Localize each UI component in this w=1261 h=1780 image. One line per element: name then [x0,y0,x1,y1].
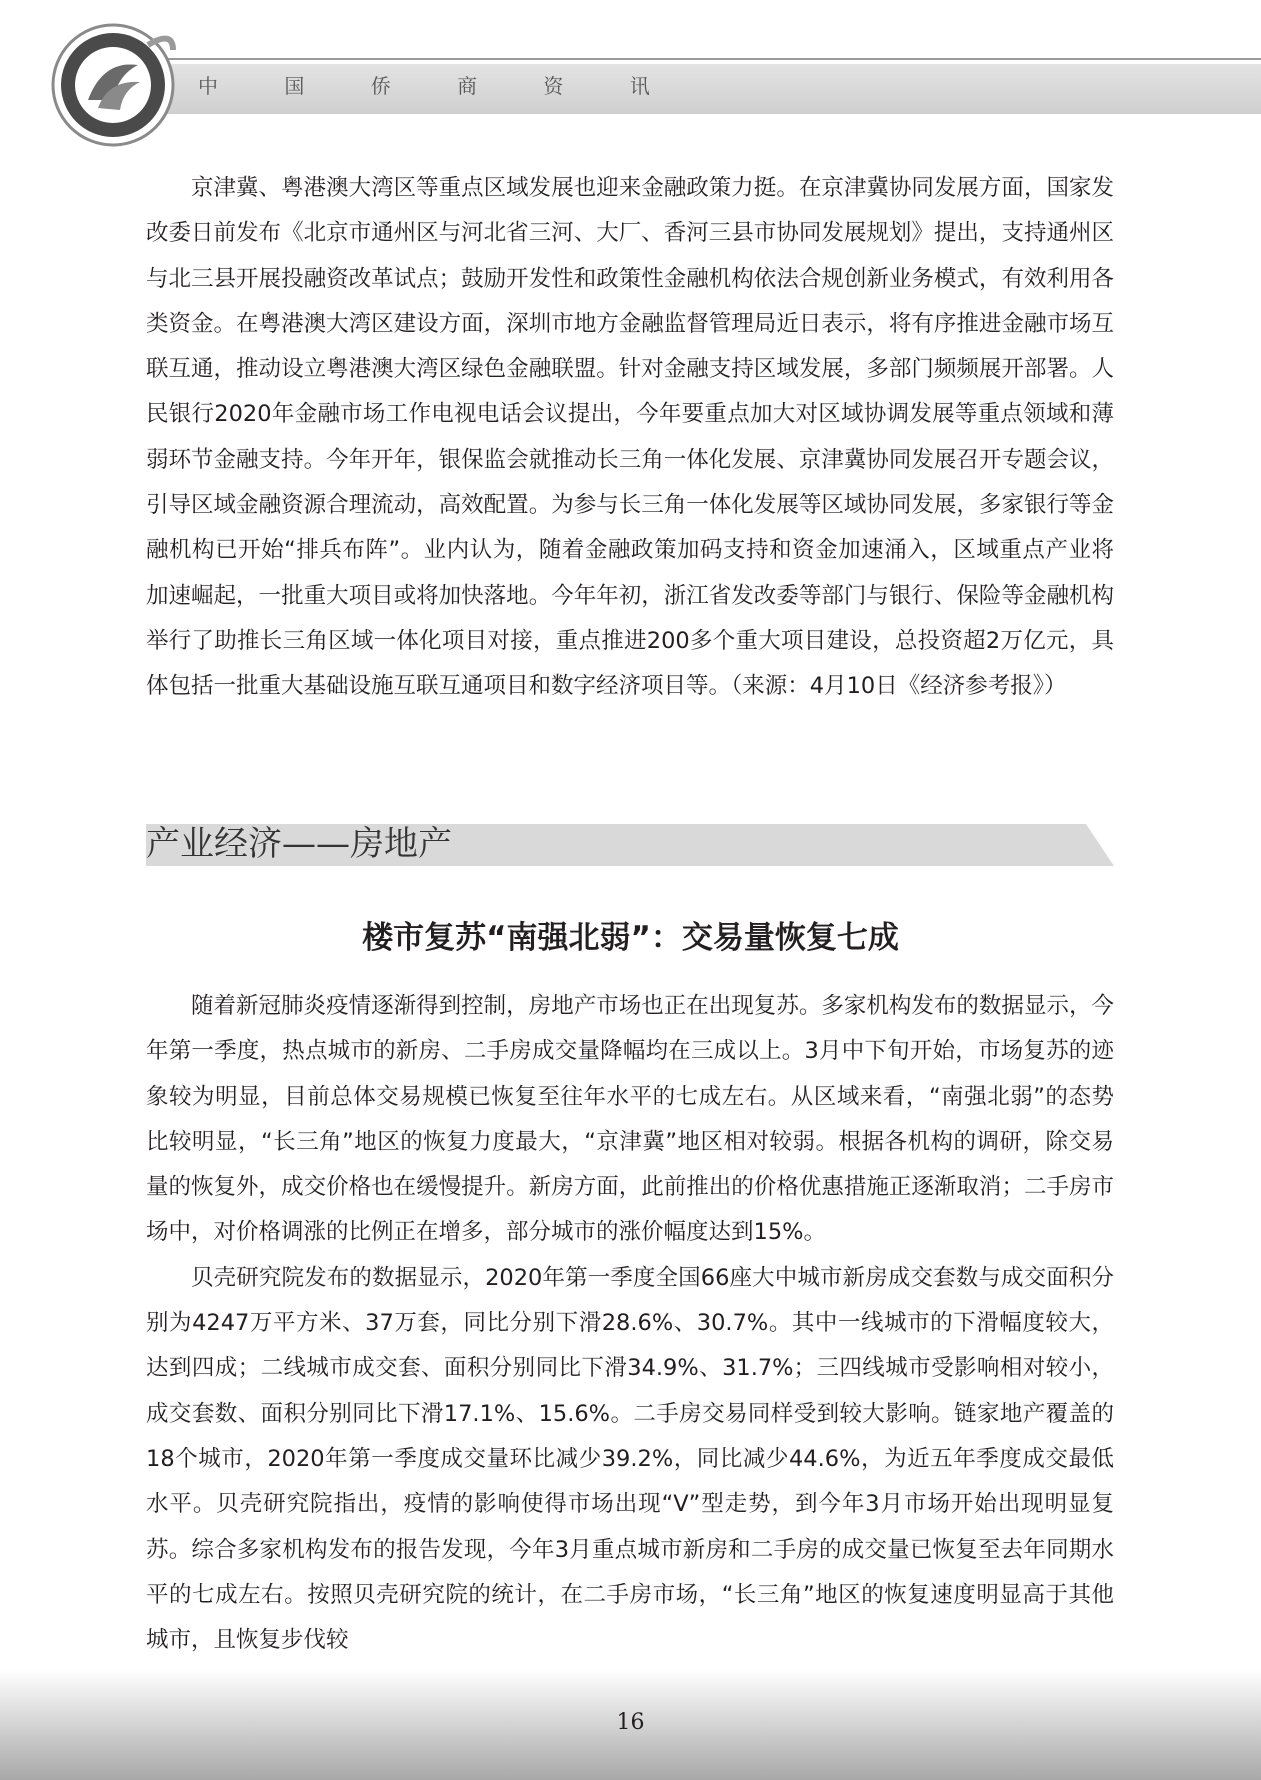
article-title: 楼市复苏“南强北弱”：交易量恢复七成 [362,920,899,956]
publication-title: 中 国 侨 商 资 讯 [198,74,680,98]
header-rule [158,58,1261,60]
article-body-continued [146,166,1114,710]
page-number: 16 [616,1710,645,1735]
section-heading: 产业经济——房地产 [146,824,452,864]
paragraph: 随着新冠肺炎疫情逐渐得到控制，房地产市场也正在出现复苏。多家机构发布的数据显示，今年第一季度，热点城市的新房、二手房成交量降幅均在三成以上。3月中下旬开始，市场复苏的迹象较为明显，目前总体交易规模已恢复至往年水平的七成左右。从区域来看，“南强北弱”的态势比较明显，“长三角”地区的恢复力度最大，“京津冀”地区相对较弱。根据各机构的调研，除交易量的恢复外，成交价格也在缓慢提升。新房方面，此前推出的价格优惠措施正逐渐取消；二手房市场中，对价格调涨的比例正在增多，部分城市的涨价幅度达到15%。 [146,993,1114,1246]
article-body [146,984,1114,1663]
paragraph: 贝壳研究院发布的数据显示，2020年第一季度全国66座大中城市新房成交套数与成交面积分别为4247万平方米、37万套，同比分别下滑28.6%、30.7%。其中一线城市的下滑幅度较大，达到四成；二线城市成交套、面积分别同比下滑34.9%、31.7%；三四线城市受影响相对较小，成交套数、面积分别同比下滑17.1%、15.6%。二手房交易同样受到较大影响。链家地产覆盖的18个城市，2020年第一季度成交量环比减少39.2%，同比减少44.6%，为近五年季度成交最低水平。贝壳研究院指出，疫情的影响使得市场出现“V”型走势，到今年3月市场开始出现明显复苏。综合多家机构发布的报告发现，今年3月重点城市新房和二手房的成交量已恢复至去年同期水平的七成左右。按照贝壳研究院的统计，在二手房市场，“长三角”地区的恢复速度明显高于其他城市，且恢复步伐较 [146,1264,1114,1654]
organization-logo [48,20,178,150]
paragraph: 京津冀、粤港澳大湾区等重点区域发展也迎来金融政策力挺。在京津冀协同发展方面，国家发改委日前发布《北京市通州区与河北省三河、大厂、香河三县市协同发展规划》提出，支持通州区与北三县开展投融资改革试点；鼓励开发性和政策性金融机构依法合规创新业务模式，有效利用各类资金。在粤港澳大湾区建设方面，深圳市地方金融监督管理局近日表示，将有序推进金融市场互联互通，推动设立粤港澳大湾区绿色金融联盟。针对金融支持区域发展，多部门频频展开部署。人民银行2020年金融市场工作电视电话会议提出，今年要重点加大对区域协调发展等重点领域和薄弱环节金融支持。今年开年，银保监会就推动长三角一体化发展、京津冀协同发展召开专题会议，引导区域金融资源合理流动，高效配置。为参与长三角一体化发展等区域协同发展，多家银行等金融机构已开始“排兵布阵”。业内认为，随着金融政策加码支持和资金加速涌入，区域重点产业将加速崛起，一批重大项目或将加快落地。今年年初，浙江省发改委等部门与银行、保险等金融机构举行了助推长三角区域一体化项目对接，重点推进200多个重大项目建设，总投资超2万亿元，具体包括一批重大基础设施互联互通项目和数字经济项目等。（来源：4月10日《经济参考报》） [146,175,1114,700]
